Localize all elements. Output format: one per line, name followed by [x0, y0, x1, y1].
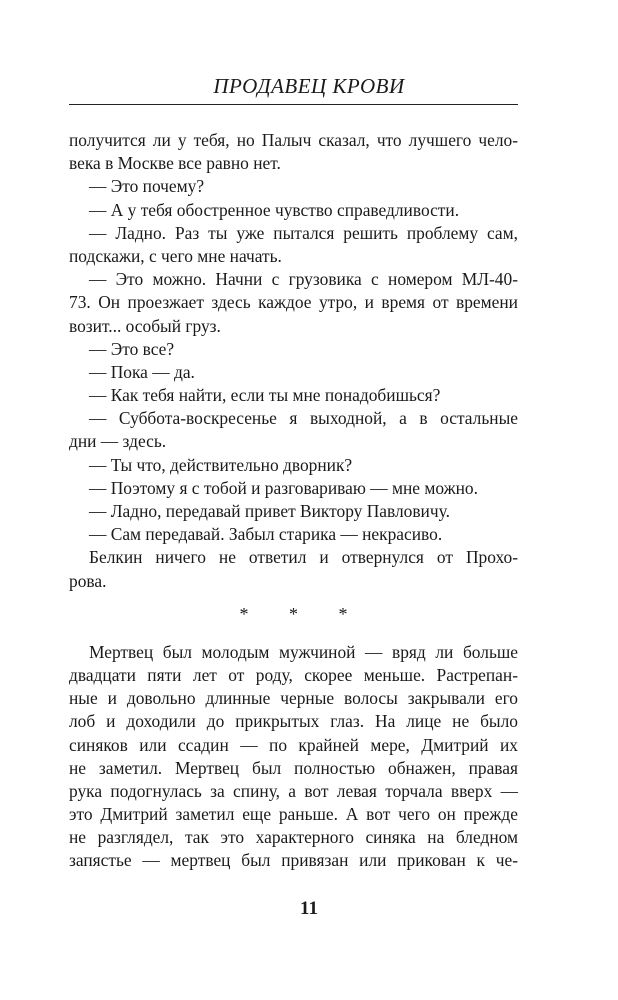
- text-line: — Суббота-воскресенье я выходной, а в остальные: [89, 408, 518, 429]
- header-rule: [69, 104, 518, 105]
- page-body: [69, 129, 518, 873]
- text-line: рова.: [69, 570, 107, 591]
- text-line: двадцати пяти лет от роду, скорее меньше. Растрепан-: [69, 664, 518, 685]
- text-line: не заметил. Мертвец был полностью обнажен, правая: [69, 757, 518, 778]
- text-line: — Это все?: [89, 338, 175, 359]
- text-line: лоб и доходили до прикрытых глаз. На лице не было: [69, 711, 518, 732]
- text-line: запястье — мертвец был привязан или прикован к че-: [69, 850, 518, 871]
- text-line: ные и довольно длинные черные волосы закрывали его: [69, 688, 518, 709]
- section-separator: * * *: [239, 603, 366, 624]
- text-line: — Как тебя найти, если ты мне понадобишься?: [89, 385, 441, 406]
- page-number: 11: [300, 898, 318, 919]
- text-line: это Дмитрий заметил еще раньше. А вот чего он прежде: [69, 804, 518, 825]
- text-line: — Поэтому я с тобой и разговариваю — мне можно.: [89, 477, 478, 498]
- text-line: — Ладно. Раз ты уже пытался решить проблему сам,: [89, 222, 518, 243]
- text-line: Мертвец был молодым мужчиной — вряд ли больше: [89, 641, 518, 662]
- text-line: получится ли у тебя, но Палыч сказал, что лучшего чело-: [69, 130, 518, 150]
- text-line: — Ладно, передавай привет Виктору Павловичу.: [89, 501, 450, 521]
- text-line: — Это можно. Начни с грузовика с номером МЛ-40-: [89, 269, 518, 290]
- text-line: века в Москве все равно нет.: [69, 153, 281, 174]
- text-line: — А у тебя обостренное чувство справедливости.: [89, 199, 460, 220]
- text-line: — Сам передавай. Забыл старика — некрасиво.: [89, 524, 443, 545]
- text-line: подскажи, с чего мне начать.: [69, 245, 282, 266]
- text-line: — Ты что, действительно дворник?: [89, 454, 353, 475]
- text-line: Белкин ничего не ответил и отвернулся от Прохо-: [89, 547, 518, 568]
- text-line: возит... особый груз.: [69, 315, 221, 336]
- text-line: — Пока — да.: [89, 361, 195, 382]
- text-line: дни — здесь.: [69, 431, 167, 452]
- text-line: — Это почему?: [89, 176, 205, 197]
- running-title: ПРОДАВЕЦ КРОВИ: [213, 74, 405, 98]
- text-line: синяков или ссадин — по крайней мере, Дмитрий их: [69, 734, 518, 755]
- text-line: не разглядел, так это характерного синяка на бледном: [69, 827, 518, 848]
- text-line: рука подогнулась за спину, а вот левая торчала вверх —: [69, 780, 518, 801]
- text-line: 73. Он проезжает здесь каждое утро, и время от времени: [69, 292, 518, 313]
